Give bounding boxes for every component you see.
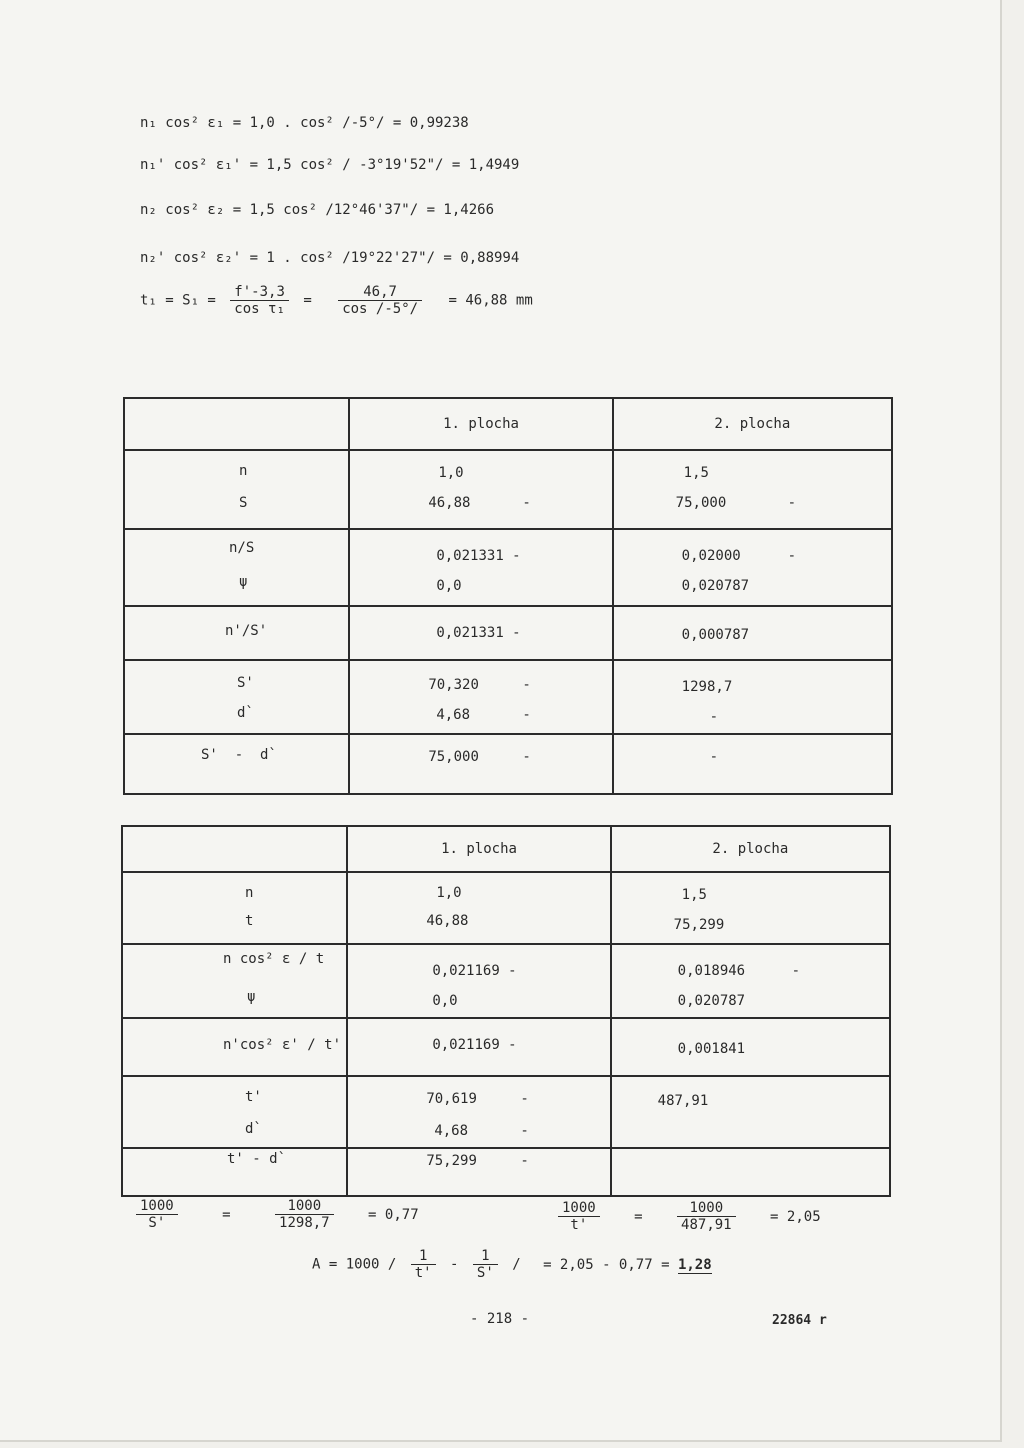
value-cell-col-1 <box>349 606 612 660</box>
table-row <box>122 1018 890 1076</box>
header-empty-cell <box>122 826 347 872</box>
cell-value: 75,299 <box>426 1153 477 1169</box>
fraction-numerator: 1 <box>411 1248 436 1265</box>
table-row <box>124 450 892 529</box>
cell-value: 70,619 <box>426 1091 477 1107</box>
fraction-row-left <box>130 1198 419 1231</box>
value-cell-col-2 <box>611 1148 890 1196</box>
label-cell <box>124 529 349 606</box>
label-cell <box>122 872 347 944</box>
value-cell-col-2 <box>611 1018 890 1076</box>
cell-value: 4,68 <box>434 1123 469 1139</box>
header-col-1: 1. plocha <box>349 398 612 450</box>
fraction-numerator: 1000 <box>677 1200 736 1217</box>
fraction-1000-over-t <box>558 1200 600 1233</box>
row-label: n'cos² ε' / t' <box>223 1037 342 1053</box>
cell-value: 0,020787 <box>681 578 750 594</box>
cell-value: 70,320 <box>428 677 479 693</box>
value-cell-col-2 <box>613 450 892 529</box>
value-cell-col-1 <box>349 450 612 529</box>
a-rhs: = 2,05 - 0,77 = <box>543 1256 670 1273</box>
fraction-numerator: 1000 <box>275 1198 334 1215</box>
cell-value: 0,021169 - <box>432 1037 517 1053</box>
dash-mark: - <box>787 548 797 564</box>
dash-mark: - <box>522 495 531 511</box>
cell-value: 4,68 <box>436 707 471 723</box>
cell-value: 1,0 <box>438 465 464 481</box>
header-col-2: 2. plocha <box>611 826 890 872</box>
fraction-denominator: S' <box>476 1265 494 1281</box>
dash-mark: - <box>522 749 531 765</box>
row-label: n <box>239 463 248 479</box>
fraction-denominator: S' <box>148 1215 166 1231</box>
cell-value: 1,5 <box>681 887 707 903</box>
value-cell-col-2 <box>611 944 890 1018</box>
fraction-1000-over-s <box>136 1198 178 1231</box>
value-cell-col-2 <box>613 734 892 794</box>
row-label: t' - d` <box>227 1151 287 1167</box>
value-cell-col-2 <box>611 872 890 944</box>
row-label: ψ <box>239 574 248 590</box>
cell-value: 75,299 <box>673 917 725 933</box>
value-cell-col-2 <box>611 1076 890 1148</box>
equation-2: n₁' cos² ε₁' = 1,5 cos² / -3°19'52"/ = 1,4949 <box>140 157 520 173</box>
equation-4: n₂' cos² ε₂' = 1 . cos² /19°22'27"/ = 0,88994 <box>140 250 520 266</box>
value-cell-col-1 <box>347 944 610 1018</box>
row-label: d` <box>237 705 254 721</box>
fraction-1-over-s <box>473 1248 498 1281</box>
value-cell-col-1 <box>349 660 612 734</box>
label-cell <box>122 1148 347 1196</box>
cell-value: 0,0 <box>432 993 458 1009</box>
fraction-denominator: t' <box>570 1217 588 1233</box>
dash-mark: - <box>787 495 797 511</box>
label-cell <box>122 1018 347 1076</box>
fraction-denominator: cos τ₁ <box>234 301 285 317</box>
label-cell <box>124 660 349 734</box>
table-row <box>124 660 892 734</box>
a-lhs: A = 1000 / <box>312 1256 397 1273</box>
a-equation <box>312 1248 712 1281</box>
cell-value: 1298,7 <box>681 679 733 695</box>
equation-5-fraction-1 <box>230 284 289 317</box>
table-2-header-row <box>122 826 890 872</box>
table-row <box>122 1148 890 1196</box>
row-label: t <box>245 913 254 929</box>
label-cell <box>122 1076 347 1148</box>
table-row <box>122 872 890 944</box>
row-label: S <box>239 495 248 511</box>
row-label: n'/S' <box>225 623 268 639</box>
dash-mark: - <box>791 963 801 979</box>
document-code: 22864 r <box>772 1313 827 1328</box>
row-label: t' <box>245 1089 262 1105</box>
equals-sign: = <box>303 292 312 309</box>
cell-value: 1,0 <box>436 885 462 901</box>
label-cell <box>122 944 347 1018</box>
cell-value: 0,0 <box>436 578 462 594</box>
cell-value: 75,000 <box>428 749 479 765</box>
value-cell-col-1 <box>347 1076 610 1148</box>
cell-value: - <box>709 709 719 725</box>
fraction-1-over-t <box>411 1248 436 1281</box>
row-label: S' - d` <box>201 747 277 763</box>
equation-3: n₂ cos² ε₂ = 1,5 cos² /12°46'37"/ = 1,4266 <box>140 202 495 218</box>
dash-mark: - <box>522 707 531 723</box>
row-label: ψ <box>247 989 256 1005</box>
equals-sign: = <box>634 1208 643 1225</box>
fraction-numerator: 1000 <box>558 1200 600 1217</box>
fraction-numerator: f'-3,3 <box>230 284 289 301</box>
cell-value: 0,021331 - <box>436 548 521 564</box>
value-cell-col-2 <box>613 529 892 606</box>
cell-value: 46,88 <box>426 913 469 929</box>
equation-5 <box>140 284 533 317</box>
fraction-1000-over-487 <box>677 1200 736 1233</box>
equation-5-fraction-2 <box>338 284 422 317</box>
dash-mark: - <box>522 677 531 693</box>
label-cell <box>124 734 349 794</box>
cell-value: 487,91 <box>657 1093 709 1109</box>
cell-value: 0,021331 - <box>436 625 521 641</box>
fraction-denominator: 487,91 <box>681 1217 732 1233</box>
row-label: n/S <box>229 540 255 556</box>
label-cell <box>124 450 349 529</box>
dash-mark: - <box>520 1091 529 1107</box>
equation-5-lhs: t₁ = S₁ = <box>140 292 216 309</box>
cell-value: 75,000 <box>675 495 727 511</box>
row-label: d` <box>245 1121 262 1137</box>
fraction-1000-over-1298 <box>275 1198 334 1231</box>
cell-value: 0,021169 - <box>432 963 517 979</box>
a-result: 1,28 <box>677 1256 712 1273</box>
cell-value: 1,5 <box>683 465 709 481</box>
table-1-header-row <box>124 398 892 450</box>
header-empty-cell <box>124 398 349 450</box>
fraction-row-right <box>552 1200 821 1233</box>
row-label: n <box>245 885 254 901</box>
equation-5-result: = 46,88 mm <box>448 292 533 309</box>
cell-value: 0,018946 <box>677 963 746 979</box>
value-cell-col-1 <box>349 734 612 794</box>
table-row <box>124 606 892 660</box>
fraction-numerator: 1000 <box>136 1198 178 1215</box>
fraction-denominator: 1298,7 <box>279 1215 330 1231</box>
fraction-denominator: cos /-5°/ <box>342 301 419 317</box>
row-label: n cos² ε / t <box>223 951 325 967</box>
equals-sign: = <box>222 1206 231 1223</box>
fraction-denominator: t' <box>414 1265 432 1281</box>
value-cell-col-1 <box>349 529 612 606</box>
result-2: = 2,05 <box>770 1208 821 1225</box>
value-cell-col-2 <box>613 660 892 734</box>
cell-value: 46,88 <box>428 495 471 511</box>
minus-sign: - <box>450 1256 459 1273</box>
equation-1: n₁ cos² ε₁ = 1,0 . cos² /-5°/ = 0,99238 <box>140 115 469 131</box>
cell-value: 0,000787 <box>681 627 750 643</box>
table-2 <box>121 825 891 1197</box>
cell-value: 0,020787 <box>677 993 746 1009</box>
value-cell-col-1 <box>347 872 610 944</box>
dash-mark: - <box>520 1153 529 1169</box>
header-col-2: 2. plocha <box>613 398 892 450</box>
cell-value: - <box>709 749 719 765</box>
fraction-numerator: 46,7 <box>338 284 422 301</box>
table-row <box>122 1076 890 1148</box>
closing-slash: / <box>512 1256 521 1273</box>
table-1 <box>123 397 893 795</box>
value-cell-col-1 <box>347 1018 610 1076</box>
dash-mark: - <box>520 1123 529 1139</box>
label-cell <box>124 606 349 660</box>
table-row <box>124 529 892 606</box>
value-cell-col-2 <box>613 606 892 660</box>
table-row <box>124 734 892 794</box>
fraction-numerator: 1 <box>473 1248 498 1265</box>
value-cell-col-1 <box>347 1148 610 1196</box>
cell-value: 0,001841 <box>677 1041 746 1057</box>
cell-value: 0,02000 <box>681 548 741 564</box>
header-col-1: 1. plocha <box>347 826 610 872</box>
table-row <box>122 944 890 1018</box>
page-number: - 218 - <box>470 1311 530 1327</box>
row-label: S' <box>237 675 254 691</box>
result-1: = 0,77 <box>368 1206 419 1223</box>
